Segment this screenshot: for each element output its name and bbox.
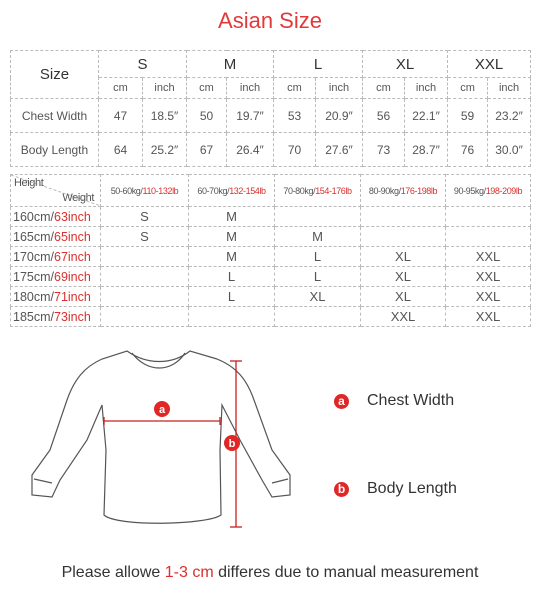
marker-a-label: a	[158, 404, 166, 416]
weight-col-3: 70-80kg/154-176lb	[275, 175, 361, 207]
fit-cell	[361, 207, 446, 227]
badge-b-icon: b	[334, 482, 349, 497]
height-label-165: 165cm/65inch	[11, 227, 101, 247]
height-label-180: 180cm/71inch	[11, 287, 101, 307]
unit-cm: cm	[187, 78, 227, 99]
weight-col-5: 90-95kg/198-209lb	[446, 175, 531, 207]
chest-s-inch: 18.5″	[143, 99, 187, 133]
weight-label: Weight	[62, 192, 94, 204]
size-m-header: M	[187, 51, 274, 78]
size-l-header: L	[274, 51, 363, 78]
fit-cell: L	[275, 247, 361, 267]
page-title: Asian Size	[218, 8, 322, 33]
legend-length-label: Body Length	[367, 480, 457, 497]
fit-cell: XXL	[446, 287, 531, 307]
length-l-inch: 27.6″	[316, 133, 363, 167]
measurement-note	[0, 564, 540, 582]
unit-cm: cm	[99, 78, 143, 99]
unit-cm: cm	[363, 78, 405, 99]
length-xl-inch: 28.7″	[405, 133, 448, 167]
chest-xxl-inch: 23.2″	[488, 99, 531, 133]
fit-cell	[101, 267, 189, 287]
shirt-diagram	[22, 345, 302, 535]
length-s-inch: 25.2″	[143, 133, 187, 167]
fit-cell: S	[101, 227, 189, 247]
unit-cm: cm	[448, 78, 488, 99]
note-range: 1-3 cm	[164, 564, 214, 581]
height-label-175: 175cm/69inch	[11, 267, 101, 287]
chest-xl-cm: 56	[363, 99, 405, 133]
unit-inch: inch	[143, 78, 187, 99]
fit-cell: XL	[361, 247, 446, 267]
unit-inch: inch	[488, 78, 531, 99]
fit-cell	[361, 227, 446, 247]
size-xxl-header: XXL	[448, 51, 531, 78]
unit-inch: inch	[316, 78, 363, 99]
chest-width-label: Chest Width	[11, 99, 99, 133]
size-xl-header: XL	[363, 51, 448, 78]
chest-xxl-cm: 59	[448, 99, 488, 133]
size-measurement-table	[10, 50, 531, 167]
weight-col-2: 60-70kg/132-154lb	[189, 175, 275, 207]
height-label-185: 185cm/73inch	[11, 307, 101, 327]
shirt-outline-icon	[32, 351, 290, 523]
note-text-after: differes due to manual measurement	[213, 564, 479, 581]
height-row-185	[11, 307, 531, 327]
size-s-header: S	[99, 51, 187, 78]
fit-cell: L	[189, 287, 275, 307]
fit-cell: XL	[275, 287, 361, 307]
height-label-160: 160cm/63inch	[11, 207, 101, 227]
weight-header-row	[11, 175, 531, 207]
height-row-165	[11, 227, 531, 247]
height-weight-corner	[11, 175, 101, 207]
length-l-cm: 70	[274, 133, 316, 167]
note-text-before: Please allowe	[61, 564, 165, 581]
fit-cell	[101, 247, 189, 267]
badge-a-icon: a	[334, 394, 349, 409]
length-m-inch: 26.4″	[227, 133, 274, 167]
fit-cell	[275, 207, 361, 227]
height-row-160	[11, 207, 531, 227]
body-length-row	[11, 133, 531, 167]
body-length-label: Body Length	[11, 133, 99, 167]
chest-m-inch: 19.7″	[227, 99, 274, 133]
height-row-170	[11, 247, 531, 267]
unit-inch: inch	[227, 78, 274, 99]
fit-cell: M	[189, 247, 275, 267]
fit-cell	[446, 207, 531, 227]
fit-cell: XXL	[446, 307, 531, 327]
fit-cell: M	[189, 227, 275, 247]
fit-cell: M	[189, 207, 275, 227]
fit-cell: XL	[361, 287, 446, 307]
fit-cell: L	[189, 267, 275, 287]
fit-cell	[446, 227, 531, 247]
fit-cell: S	[101, 207, 189, 227]
length-xxl-cm: 76	[448, 133, 488, 167]
length-m-cm: 67	[187, 133, 227, 167]
fit-cell	[189, 307, 275, 327]
fit-cell: XXL	[446, 267, 531, 287]
chest-width-row	[11, 99, 531, 133]
length-s-cm: 64	[99, 133, 143, 167]
chest-l-inch: 20.9″	[316, 99, 363, 133]
fit-cell	[275, 307, 361, 327]
legend-chest-width	[334, 392, 454, 410]
fit-cell: L	[275, 267, 361, 287]
fit-cell: M	[275, 227, 361, 247]
weight-col-4: 80-90kg/176-198lb	[361, 175, 446, 207]
height-label-170: 170cm/67inch	[11, 247, 101, 267]
chest-xl-inch: 22.1″	[405, 99, 448, 133]
unit-cm: cm	[274, 78, 316, 99]
chest-m-cm: 50	[187, 99, 227, 133]
chest-s-cm: 47	[99, 99, 143, 133]
size-fit-table	[10, 174, 531, 327]
height-row-180	[11, 287, 531, 307]
fit-cell: XL	[361, 267, 446, 287]
length-xxl-inch: 30.0″	[488, 133, 531, 167]
fit-cell: XXL	[361, 307, 446, 327]
unit-inch: inch	[405, 78, 448, 99]
chest-l-cm: 53	[274, 99, 316, 133]
marker-b-label: b	[228, 438, 236, 450]
length-xl-cm: 73	[363, 133, 405, 167]
legend-chest-label: Chest Width	[367, 392, 455, 409]
height-label: Height	[14, 177, 44, 189]
legend-body-length	[334, 480, 457, 498]
fit-cell	[101, 307, 189, 327]
weight-col-1: 50-60kg/110-132lb	[101, 175, 189, 207]
size-header-row	[11, 51, 531, 78]
height-row-175	[11, 267, 531, 287]
fit-cell: XXL	[446, 247, 531, 267]
size-row-header: Size	[11, 51, 99, 99]
fit-cell	[101, 287, 189, 307]
